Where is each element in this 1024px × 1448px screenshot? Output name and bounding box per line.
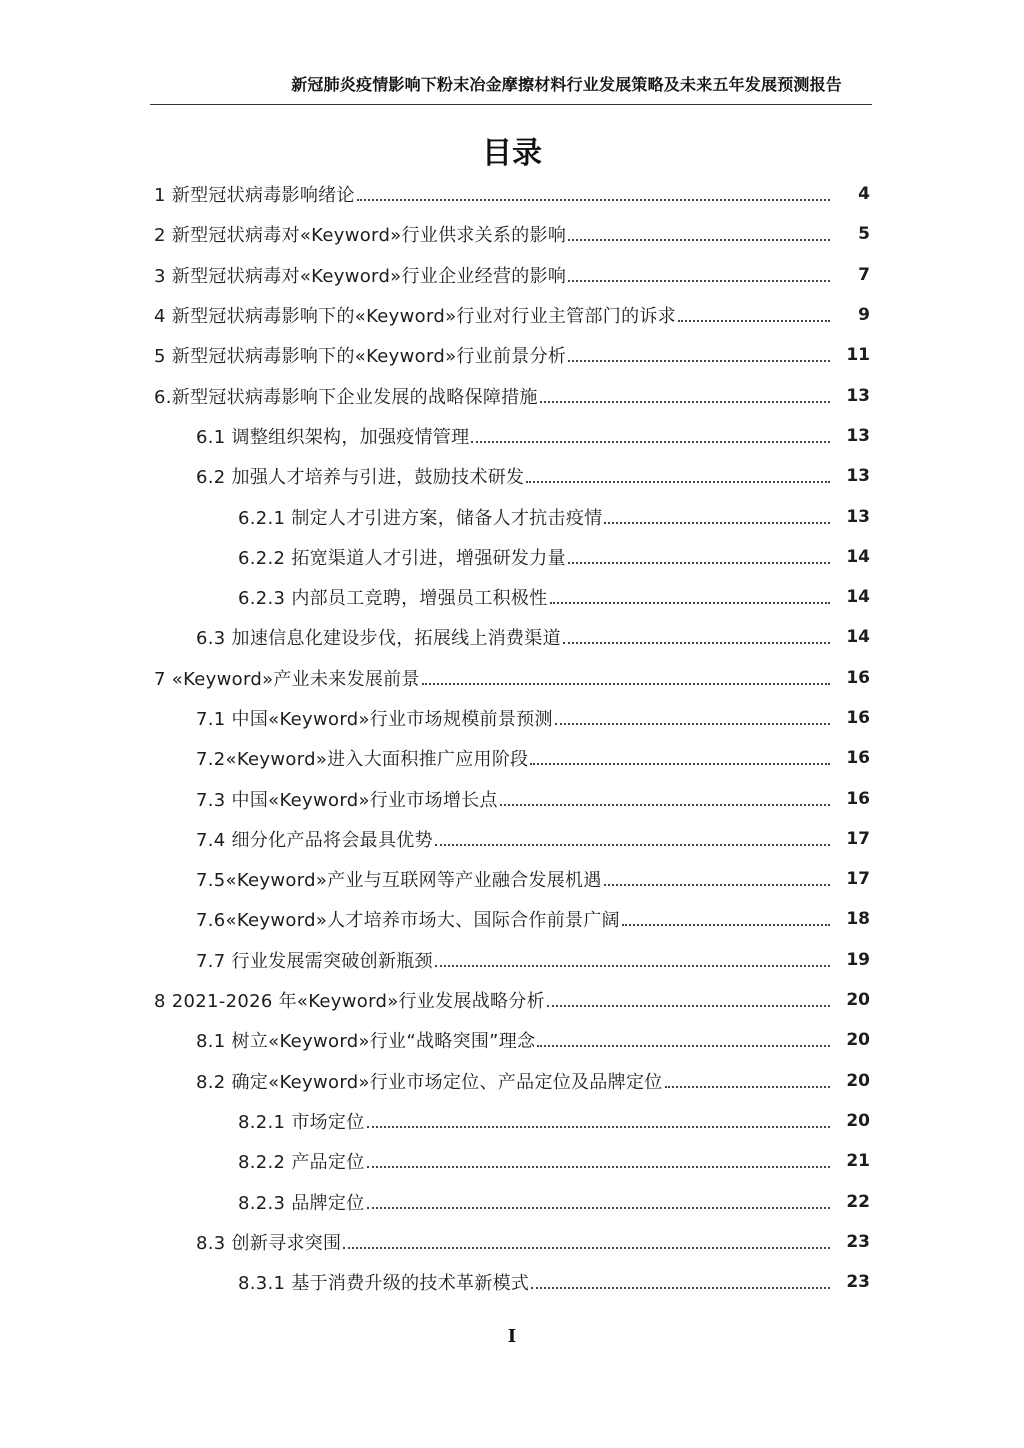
- toc-entry-page: 14: [846, 627, 870, 648]
- dot-leader: [367, 1126, 830, 1128]
- dot-leader: [563, 642, 830, 644]
- dot-leader: [540, 401, 830, 403]
- toc-entry[interactable]: [0, 577, 1024, 617]
- toc-entry[interactable]: [0, 1061, 1024, 1101]
- dot-leader: [604, 884, 830, 886]
- toc-entry-title: 7.6«Keyword»人才培养市场大、国际合作前景广阔: [196, 910, 620, 932]
- toc-entry-title: 6.2.2 拓宽渠道人才引进，增强研发力量: [238, 547, 566, 569]
- toc-entry[interactable]: [0, 375, 1024, 415]
- toc-entry-title: 6.2.1 制定人才引进方案，储备人才抗击疫情: [238, 507, 603, 529]
- toc-entry-page: 22: [846, 1191, 870, 1212]
- dot-leader: [500, 804, 830, 806]
- toc-entry[interactable]: [0, 1262, 1024, 1302]
- toc-entry[interactable]: [0, 778, 1024, 818]
- toc-entry[interactable]: [0, 940, 1024, 980]
- toc-entry-page: 16: [846, 748, 870, 769]
- toc-entry-title: 6.2.3 内部员工竞聘，增强员工积极性: [238, 588, 548, 610]
- toc-entry-page: 5: [858, 224, 870, 245]
- toc-entry[interactable]: [0, 1141, 1024, 1181]
- toc-entry-title: 8.3 创新寻求突围: [196, 1232, 342, 1254]
- dot-leader: [435, 965, 830, 967]
- toc-entry-title: 7.2«Keyword»进入大面积推广应用阶段: [196, 749, 529, 771]
- toc-entry-page: 4: [858, 184, 870, 205]
- toc-entry-title: 8.1 树立«Keyword»行业“战略突围”理念: [196, 1031, 536, 1053]
- dot-leader: [526, 481, 830, 483]
- toc-entry-page: 16: [846, 708, 870, 728]
- dot-leader: [435, 844, 830, 846]
- dot-leader: [422, 683, 830, 685]
- toc-entry-title: 5 新型冠状病毒影响下的«Keyword»行业前景分析: [154, 346, 567, 368]
- page-header: [150, 64, 872, 105]
- toc-entry-page: 23: [846, 1272, 870, 1293]
- dot-leader: [357, 199, 830, 201]
- toc-entry[interactable]: [0, 980, 1024, 1020]
- toc-title: 目录: [482, 136, 542, 171]
- toc-entry-title: 6.3 加速信息化建设步伐，拓展线上消费渠道: [196, 628, 561, 650]
- toc-entry[interactable]: [0, 295, 1024, 335]
- dot-leader: [568, 360, 830, 362]
- toc-entry-title: 6.1 调整组织架构，加强疫情管理: [196, 426, 470, 448]
- dot-leader: [604, 522, 830, 524]
- toc-entry-title: 3 新型冠状病毒对«Keyword»行业企业经营的影响: [154, 265, 567, 287]
- toc-entry-title: 7.5«Keyword»产业与互联网等产业融合发展机遇: [196, 870, 602, 892]
- table-of-contents: [0, 174, 1024, 1302]
- toc-entry[interactable]: [0, 456, 1024, 496]
- dot-leader: [471, 441, 830, 443]
- toc-entry-page: 13: [846, 425, 870, 446]
- report-title: 新冠肺炎疫情影响下粉末冶金摩擦材料行业发展策略及未来五年发展预测报告: [291, 75, 842, 94]
- toc-entry-title: 6.新型冠状病毒影响下企业发展的战略保障措施: [154, 386, 538, 408]
- toc-entry-page: 13: [846, 506, 870, 527]
- toc-entry-title: 7.7 行业发展需突破创新瓶颈: [196, 950, 433, 972]
- toc-entry-page: 20: [846, 1110, 870, 1131]
- dot-leader: [547, 1005, 830, 1007]
- toc-entry-page: 11: [846, 345, 870, 366]
- toc-entry-page: 21: [846, 1151, 870, 1172]
- toc-entry-page: 20: [846, 1030, 870, 1051]
- toc-entry-title: 8.2 确定«Keyword»行业市场定位、产品定位及品牌定位: [196, 1071, 663, 1093]
- toc-entry-title: 7.1 中国«Keyword»行业市场规模前景预测: [196, 709, 553, 730]
- toc-entry[interactable]: [0, 496, 1024, 536]
- dot-leader: [531, 1287, 830, 1289]
- toc-entry-page: 23: [846, 1231, 870, 1252]
- toc-entry-title: 8.2.1 市场定位: [238, 1111, 365, 1133]
- toc-entry[interactable]: [0, 859, 1024, 899]
- toc-entry-page: 20: [846, 1070, 870, 1091]
- dot-leader: [555, 723, 830, 725]
- toc-entry-page: 9: [858, 305, 870, 326]
- toc-entry-page: 14: [846, 546, 870, 567]
- toc-entry-title: 8.3.1 基于消费升级的技术革新模式: [238, 1273, 530, 1295]
- toc-entry[interactable]: [0, 537, 1024, 577]
- dot-leader: [568, 562, 830, 564]
- toc-entry[interactable]: [0, 738, 1024, 778]
- toc-entry-page: 13: [846, 385, 870, 406]
- toc-entry[interactable]: [0, 174, 1024, 214]
- toc-entry[interactable]: [0, 1020, 1024, 1060]
- toc-entry-page: 17: [846, 869, 870, 890]
- toc-entry-title: 7 «Keyword»产业未来发展前景: [154, 668, 420, 690]
- toc-entry-page: 7: [858, 264, 870, 285]
- toc-entry[interactable]: [0, 214, 1024, 254]
- toc-entry-title: 2 新型冠状病毒对«Keyword»行业供求关系的影响: [154, 225, 567, 247]
- dot-leader: [665, 1086, 830, 1088]
- toc-entry[interactable]: [0, 658, 1024, 698]
- toc-entry-page: 17: [846, 828, 870, 849]
- toc-entry-page: 18: [846, 909, 870, 930]
- toc-entry-title: 8.2.2 产品定位: [238, 1152, 365, 1174]
- toc-entry-page: 19: [846, 949, 870, 970]
- page-number: I: [507, 1326, 517, 1347]
- toc-entry-title: 6.2 加强人才培养与引进，鼓励技术研发: [196, 467, 525, 489]
- dot-leader: [568, 239, 830, 241]
- toc-entry-page: 20: [846, 990, 870, 1011]
- toc-entry-page: 16: [846, 788, 870, 809]
- toc-entry-title: 8 2021-2026 年«Keyword»行业发展战略分析: [154, 991, 545, 1013]
- toc-entry[interactable]: [0, 1222, 1024, 1262]
- dot-leader: [530, 763, 830, 765]
- dot-leader: [367, 1166, 830, 1168]
- toc-entry-page: 14: [846, 587, 870, 608]
- toc-entry-page: 13: [846, 466, 870, 487]
- toc-entry[interactable]: [0, 819, 1024, 859]
- dot-leader: [343, 1247, 830, 1249]
- toc-entry[interactable]: [0, 255, 1024, 295]
- toc-entry[interactable]: [0, 1181, 1024, 1221]
- toc-entry-title: 1 新型冠状病毒影响绪论: [154, 185, 355, 207]
- toc-entry[interactable]: [0, 698, 1024, 738]
- toc-entry[interactable]: [0, 416, 1024, 456]
- dot-leader: [537, 1045, 830, 1047]
- toc-entry[interactable]: [0, 899, 1024, 939]
- dot-leader: [568, 280, 830, 282]
- toc-entry-title: 8.2.3 品牌定位: [238, 1192, 365, 1214]
- toc-entry[interactable]: [0, 335, 1024, 375]
- dot-leader: [622, 924, 830, 926]
- toc-entry[interactable]: [0, 1101, 1024, 1141]
- toc-entry-page: 16: [846, 667, 870, 688]
- toc-entry-title: 4 新型冠状病毒影响下的«Keyword»行业对行业主管部门的诉求: [154, 306, 676, 328]
- dot-leader: [367, 1207, 830, 1209]
- toc-entry[interactable]: [0, 617, 1024, 657]
- dot-leader: [678, 320, 830, 322]
- toc-entry-title: 7.3 中国«Keyword»行业市场增长点: [196, 789, 498, 811]
- dot-leader: [550, 602, 830, 604]
- toc-entry-title: 7.4 细分化产品将会最具优势: [196, 829, 433, 851]
